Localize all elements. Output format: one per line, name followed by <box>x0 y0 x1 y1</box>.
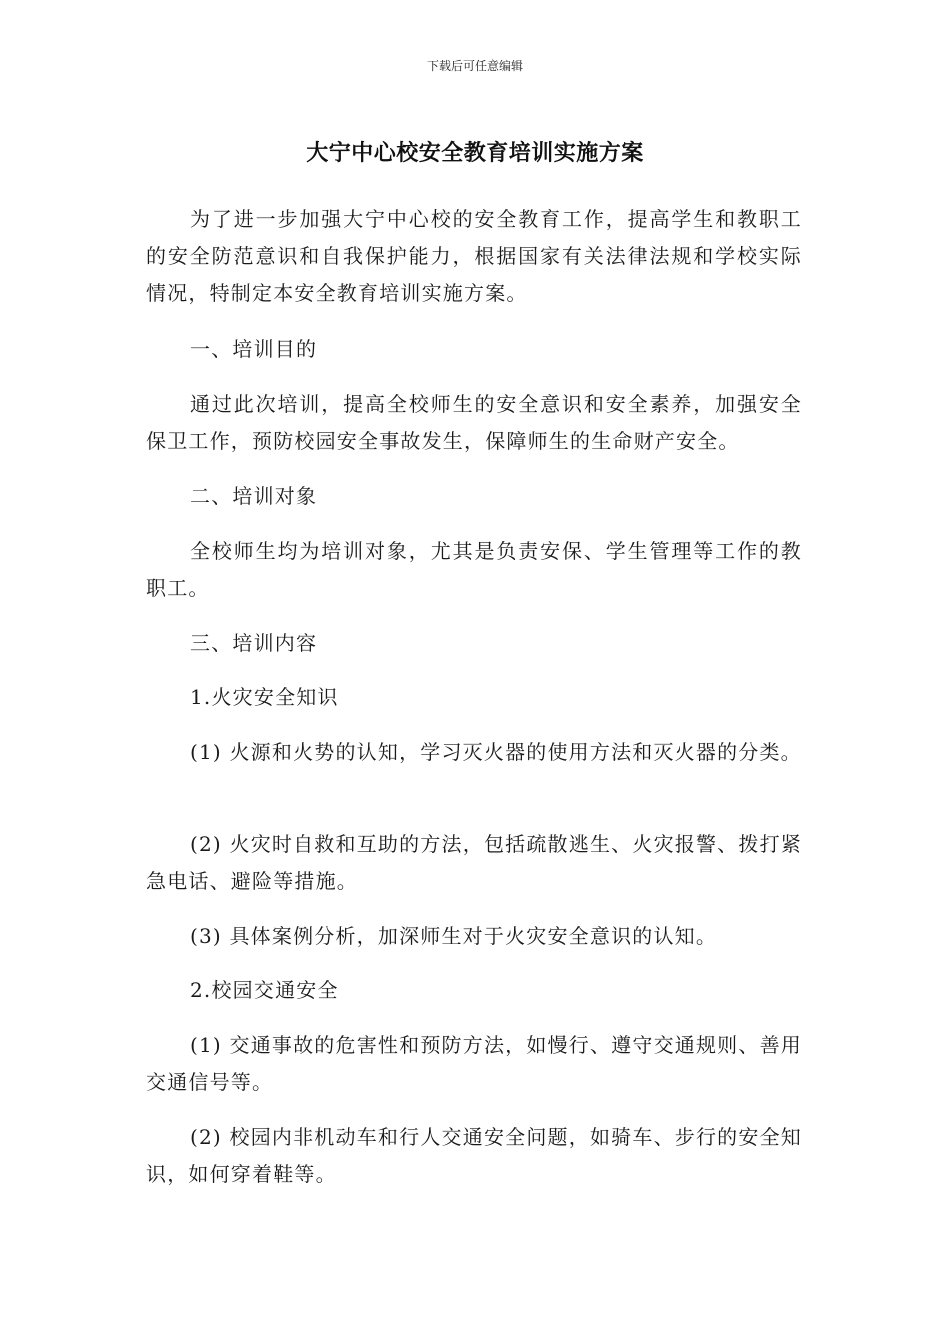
paragraph-purpose: 通过此次培训，提高全校师生的安全意识和安全素养，加强安全保卫工作，预防校园安全事故发生，保障师生的生命财产安全。 <box>146 392 802 453</box>
list-item-traffic-2: (2) 校园内非机动车和行人交通安全问题，如骑车、步行的安全知识，如何穿着鞋等。 <box>146 1125 802 1186</box>
section-heading-content: 三、培训内容 <box>190 631 318 655</box>
paragraph-intro: 为了进一步加强大宁中心校的安全教育工作，提高学生和教职工的安全防范意识和自我保护能力，根据国家有关法律法规和学校实际情况，特制定本安全教育培训实施方案。 <box>146 207 802 305</box>
list-item-fire-1: (1) 火源和火势的认知，学习灭火器的使用方法和灭火器的分类。 <box>190 740 802 764</box>
subheading-traffic-safety: 2.校园交通安全 <box>190 978 339 1002</box>
list-item-fire-2: (2) 火灾时自救和互助的方法，包括疏散逃生、火灾报警、拨打紧急电话、避险等措施。 <box>146 832 802 893</box>
section-heading-purpose: 一、培训目的 <box>190 337 318 361</box>
list-item-fire-3: (3) 具体案例分析，加深师生对于火灾安全意识的认知。 <box>190 924 718 948</box>
header-note: 下载后可任意编辑 <box>426 59 523 73</box>
list-item-traffic-1: (1) 交通事故的危害性和预防方法，如慢行、遵守交通规则、善用交通信号等。 <box>146 1033 802 1094</box>
paragraph-audience: 全校师生均为培训对象，尤其是负责安保、学生管理等工作的教职工。 <box>146 539 802 600</box>
section-heading-audience: 二、培训对象 <box>190 484 318 508</box>
document-title: 大宁中心校安全教育培训实施方案 <box>306 141 644 166</box>
subheading-fire-safety: 1.火灾安全知识 <box>190 685 339 709</box>
